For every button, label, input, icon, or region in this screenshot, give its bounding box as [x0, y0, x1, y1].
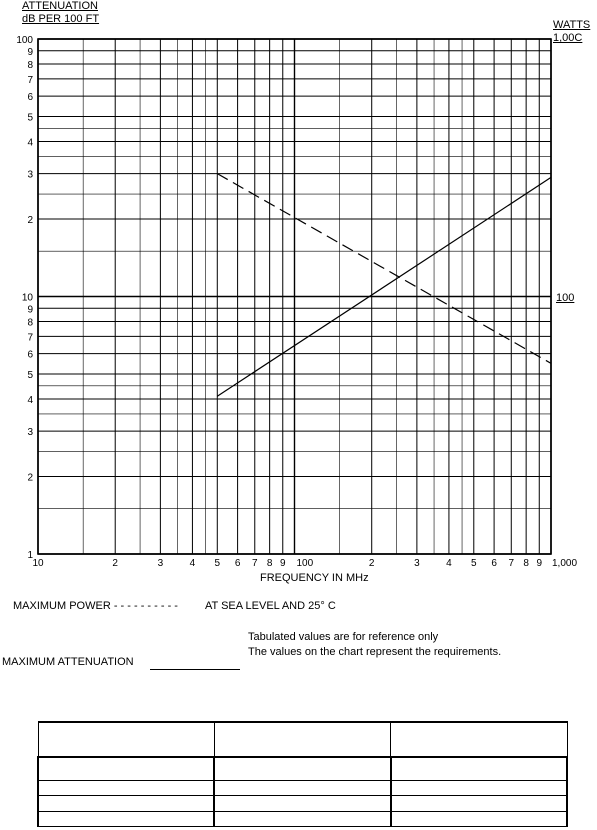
x-tick-label: 100 — [296, 558, 314, 569]
y-axis-title — [22, 0, 99, 26]
legend-power-note: AT SEA LEVEL AND 25° C — [205, 600, 336, 612]
table-cell — [391, 780, 567, 795]
y-tick-label: 7 — [27, 74, 33, 86]
series-line-max-attenuation — [217, 177, 551, 396]
x-tick-label: 9 — [279, 558, 286, 569]
x-tick-label: 7 — [251, 558, 258, 569]
x-axis-label: FREQUENCY IN MHz — [260, 572, 369, 584]
y2-axis-title-watts: WATTS — [553, 19, 591, 31]
x-tick-label: 3 — [414, 558, 420, 569]
x-tick-label: 6 — [234, 558, 241, 569]
x-tick-label: 7 — [508, 558, 515, 569]
table-row — [38, 811, 567, 826]
table-cell — [38, 796, 214, 811]
y-axis-title-line1: ATTENUATION — [22, 0, 98, 12]
y-tick-label: 6 — [27, 349, 33, 361]
table-cell — [214, 811, 390, 826]
note-line-2: The values on the chart represent the requirements. — [248, 646, 502, 658]
table-cell — [38, 757, 214, 780]
x-tick-label: 5 — [471, 558, 477, 569]
x-tick-label: 2 — [368, 558, 375, 569]
y-tick-label: 2 — [27, 472, 33, 484]
table-cell — [391, 796, 567, 811]
y-tick-label: 1 — [27, 550, 33, 561]
table-cell — [391, 811, 567, 826]
table-cell — [391, 722, 567, 757]
x-tick-label: 5 — [214, 558, 221, 569]
y-tick-label: 6 — [27, 92, 33, 104]
table-row — [38, 757, 567, 780]
y-tick-label: 4 — [27, 394, 33, 406]
y2-axis-title — [553, 19, 590, 45]
x-tick-label: 2 — [112, 558, 118, 569]
y-tick-label: 7 — [27, 332, 33, 344]
note-line-1: Tabulated values are for reference only — [248, 631, 439, 643]
series-line-max-power — [217, 174, 551, 364]
x-tick-label: 6 — [491, 558, 497, 569]
y-tick-label: 10 — [21, 292, 33, 304]
y-axis-title-line2: dB PER 100 FT — [22, 13, 100, 25]
x-tick-label: 9 — [536, 558, 543, 569]
x-tick-label: 1,000 — [552, 558, 578, 569]
table-cell — [214, 722, 390, 757]
x-tick-label: 8 — [266, 558, 273, 569]
y-tick-label: 9 — [27, 304, 33, 316]
y-tick-label: 5 — [27, 112, 33, 124]
reference-table — [37, 721, 568, 827]
table-row — [38, 780, 567, 795]
x-tick-label: 3 — [157, 558, 164, 569]
y-tick-label: 3 — [27, 427, 33, 439]
legend-max-attenuation: MAXIMUM ATTENUATION — [2, 656, 134, 668]
table-row — [38, 796, 567, 811]
y-tick-label: 100 — [16, 35, 33, 46]
x-tick-label: 4 — [189, 558, 196, 569]
legend-attenuation-line — [150, 669, 240, 670]
y-tick-label: 8 — [27, 317, 33, 329]
y-tick-label: 3 — [27, 169, 33, 181]
table-cell — [38, 811, 214, 826]
table-header-row — [38, 722, 567, 757]
table-cell — [38, 780, 214, 795]
table-cell — [214, 757, 390, 780]
y-tick-label: 9 — [27, 46, 33, 58]
x-tick-label: 4 — [446, 558, 452, 569]
legend-max-power: MAXIMUM POWER - - - - - - - - - - — [13, 600, 178, 612]
table-cell — [214, 780, 390, 795]
y-tick-label: 5 — [27, 370, 33, 382]
table-cell — [391, 757, 567, 780]
y-tick-label: 2 — [27, 214, 33, 226]
x-tick-label: 10 — [32, 558, 44, 569]
y-tick-label: 8 — [27, 59, 33, 71]
x-tick-label: 8 — [523, 558, 529, 569]
y-tick-label: 4 — [27, 137, 33, 149]
y2-tick-top: 1,00C — [553, 32, 583, 44]
table-cell — [38, 722, 214, 757]
y2-tick-mid: 100 — [556, 292, 575, 304]
table-cell — [214, 796, 390, 811]
